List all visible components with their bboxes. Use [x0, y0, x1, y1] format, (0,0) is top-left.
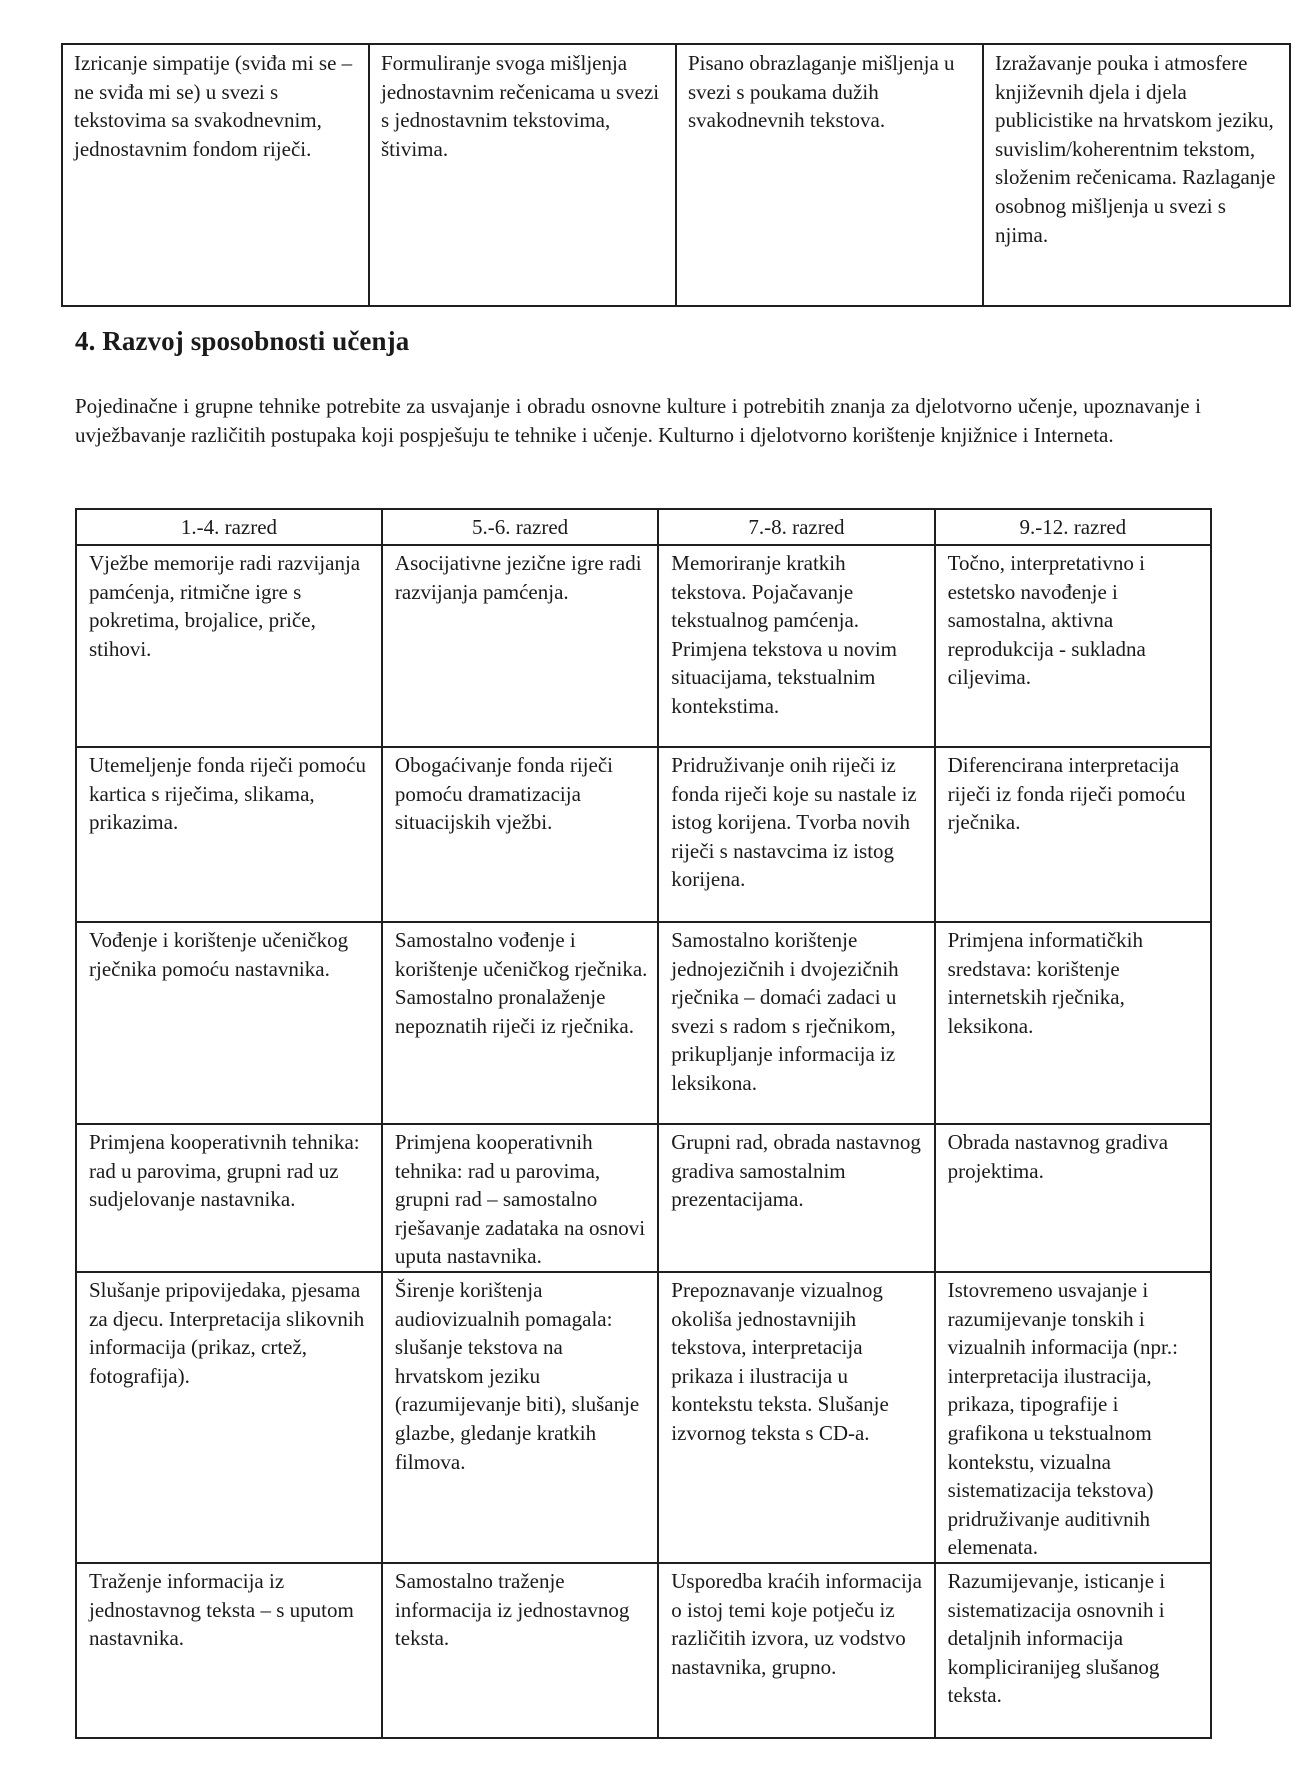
table-cell: Primjena kooperativnih tehnika: rad u parovima, grupni rad uz sudjelovanje nastavnika.: [76, 1124, 382, 1272]
table-row: [76, 747, 1211, 922]
section-intro-paragraph: Pojedinačne i grupne tehnike potrebite za usvajanje i obradu osnovne kulture i potrebitih znanja za djelotvorno učenje, upoznavanje i uvježbavanje različitih postupaka koji pospješuju te tehnike i učenje. Kulturno i djelotvorno korištenje knjižnice i Interneta.: [75, 394, 1201, 447]
table-cell: Istovremeno usvajanje i razumijevanje tonskih i vizualnih informacija (npr.: interpretacija ilustracija, prikaza, tipografije i grafikona u tekstualnom kontekstu, vizualna sistematizacija tekstova) pridruživanje auditivnih elemenata.: [935, 1272, 1211, 1563]
table-cell: Slušanje pripovijedaka, pjesama za djecu. Interpretacija slikovnih informacija (prikaz, crtež, fotografija).: [76, 1272, 382, 1563]
table-cell: Obrada nastavnog gradiva projektima.: [935, 1124, 1211, 1272]
table-cell: Utemeljenje fonda riječi pomoću kartica s riječima, slikama, prikazima.: [76, 747, 382, 922]
top-table: [61, 43, 1291, 307]
column-header: 1.-4. razred: [76, 509, 382, 545]
table-row: [62, 44, 1290, 306]
table-cell: Samostalno traženje informacija iz jednostavnog teksta.: [382, 1563, 658, 1738]
table-cell: Primjena kooperativnih tehnika: rad u parovima, grupni rad – samostalno rješavanje zadataka na osnovi uputa nastavnika.: [382, 1124, 658, 1272]
table-cell: Samostalno vođenje i korištenje učeničkog rječnika. Samostalno pronalaženje nepoznatih riječi iz rječnika.: [382, 922, 658, 1124]
table-cell: Memoriranje kratkih tekstova. Pojačavanje tekstualnog pamćenja. Primjena tekstova u novim situacijama, tekstualnim kontekstima.: [658, 545, 934, 747]
table-cell: Točno, interpretativno i estetsko navođenje i samostalna, aktivna reprodukcija - sukladna ciljevima.: [935, 545, 1211, 747]
table-row: [76, 545, 1211, 747]
table-cell: Prepoznavanje vizualnog okoliša jednostavnijih tekstova, interpretacija prikaza i ilustracija u kontekstu teksta. Slušanje izvornog teksta s CD-a.: [658, 1272, 934, 1563]
table-cell: Razumijevanje, isticanje i sistematizacija osnovnih i detaljnih informacija kompliciranijeg slušanog teksta.: [935, 1563, 1211, 1738]
table-cell: Pridruživanje onih riječi iz fonda riječi koje su nastale iz istog korijena. Tvorba novih riječi s nastavcima iz istog korijena.: [658, 747, 934, 922]
table-cell: Obogaćivanje fonda riječi pomoću dramatizacija situacijskih vježbi.: [382, 747, 658, 922]
column-header: 9.-12. razred: [935, 509, 1211, 545]
table-cell: Usporedba kraćih informacija o istoj temi koje potječu iz različitih izvora, uz vodstvo nastavnika, grupno.: [658, 1563, 934, 1738]
column-header: 5.-6. razred: [382, 509, 658, 545]
table-row: [76, 1124, 1211, 1272]
table-cell: Pisano obrazlaganje mišljenja u svezi s poukama dužih svakodnevnih tekstova.: [676, 44, 983, 306]
table-cell: Traženje informacija iz jednostavnog teksta – s uputom nastavnika.: [76, 1563, 382, 1738]
section-heading: 4. Razvoj sposobnosti učenja: [75, 326, 410, 356]
table-cell: Samostalno korištenje jednojezičnih i dvojezičnih rječnika – domaći zadaci u svezi s radom s rječnikom, prikupljanje informacija iz leksikona.: [658, 922, 934, 1124]
table-cell: Izražavanje pouka i atmosfere književnih djela i djela publicistike na hrvatskom jeziku, suvislim/koherentnim tekstom, složenim rečenicama. Razlaganje osobnog mišljenja u svezi s njima.: [983, 44, 1290, 306]
table-cell: Širenje korištenja audiovizualnih pomagala: slušanje tekstova na hrvatskom jeziku (razumijevanje biti), slušanje glazbe, gledanje kratkih filmova.: [382, 1272, 658, 1563]
table-cell: Vježbe memorije radi razvijanja pamćenja, ritmične igre s pokretima, brojalice, priče, stihovi.: [76, 545, 382, 747]
table-cell: Formuliranje svoga mišljenja jednostavnim rečenicama u svezi s jednostavnim tekstovima, štivima.: [369, 44, 676, 306]
table-cell: Diferencirana interpretacija riječi iz fonda riječi pomoću rječnika.: [935, 747, 1211, 922]
table-row: [76, 1272, 1211, 1563]
table-cell: Asocijativne jezične igre radi razvijanja pamćenja.: [382, 545, 658, 747]
table-cell: Grupni rad, obrada nastavnog gradiva samostalnim prezentacijama.: [658, 1124, 934, 1272]
skills-table: [75, 508, 1212, 1739]
column-header: 7.-8. razred: [658, 509, 934, 545]
table-cell: Vođenje i korištenje učeničkog rječnika pomoću nastavnika.: [76, 922, 382, 1124]
table-row: [76, 922, 1211, 1124]
table-cell: Primjena informatičkih sredstava: korištenje internetskih rječnika, leksikona.: [935, 922, 1211, 1124]
table-header-row: [76, 509, 1211, 545]
table-cell: Izricanje simpatije (sviđa mi se – ne sviđa mi se) u svezi s tekstovima sa svakodnevnim, jednostavnim fondom riječi.: [62, 44, 369, 306]
table-row: [76, 1563, 1211, 1738]
